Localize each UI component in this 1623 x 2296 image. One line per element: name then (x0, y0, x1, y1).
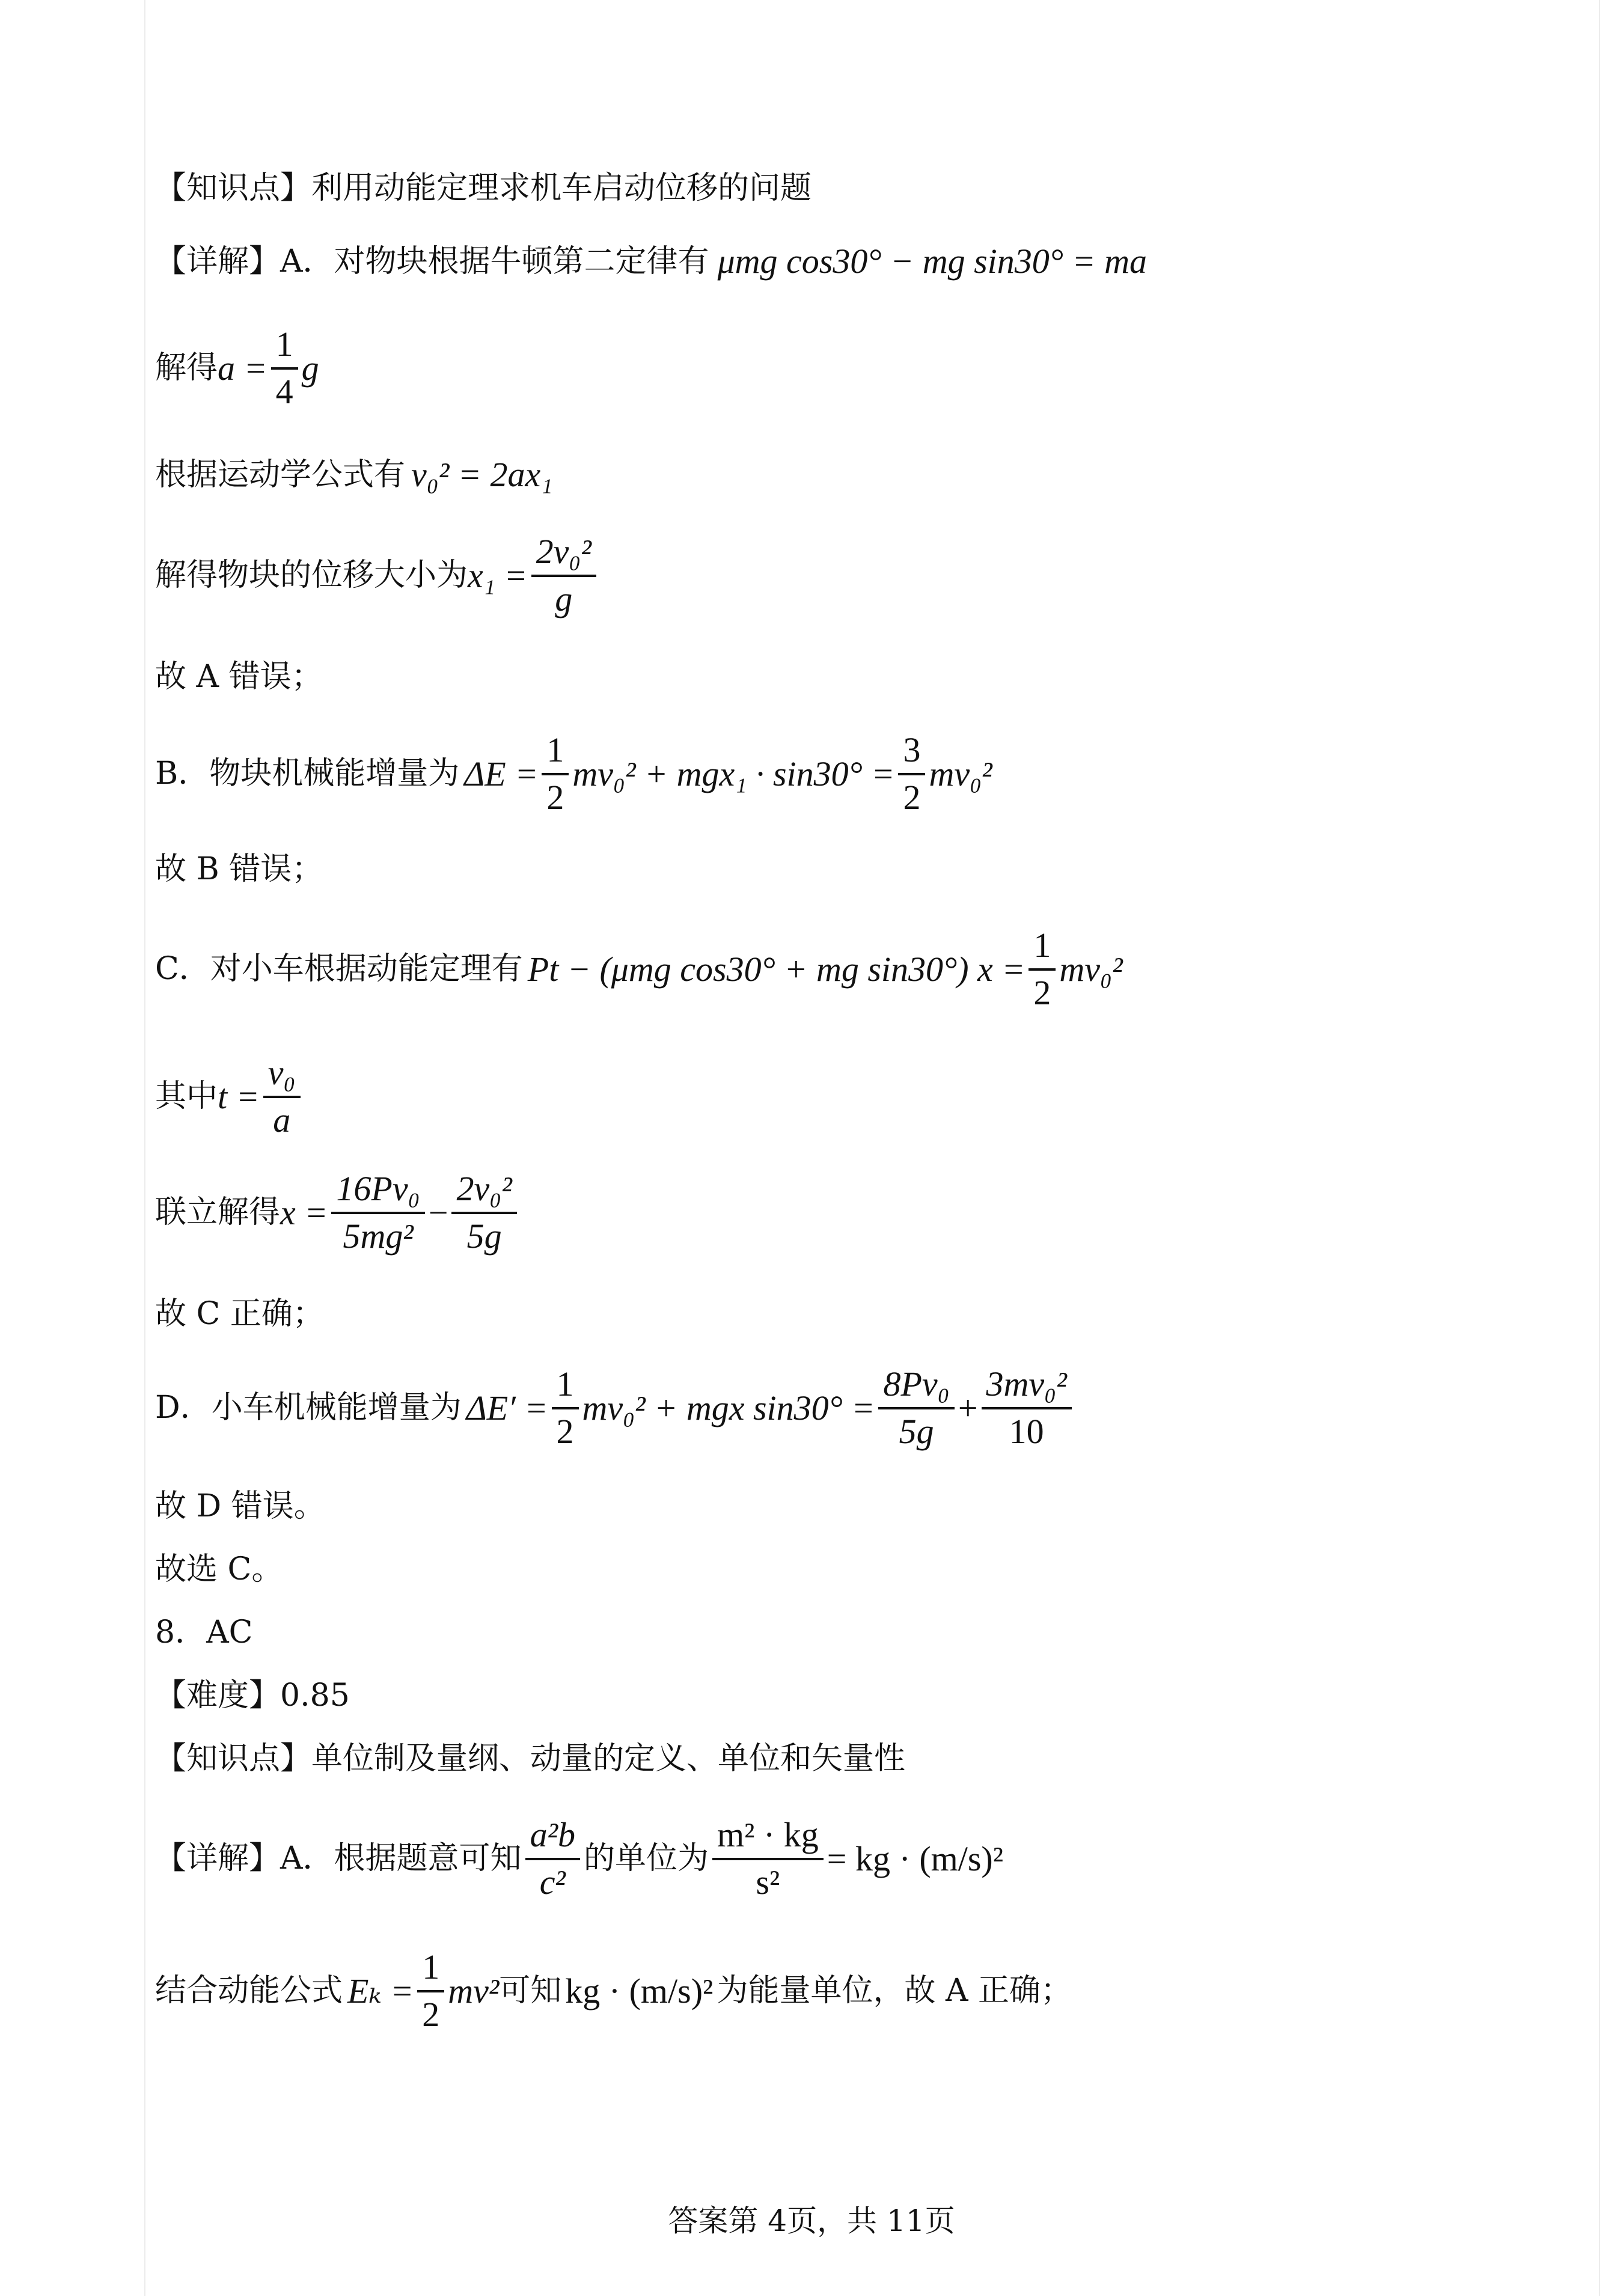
kinetic-energy-line (155, 1947, 1515, 2035)
option-c-eq-part1: Pt − (μmg cos30° + mg sin30°) x = (527, 949, 1025, 989)
fraction-denominator: 2 (1033, 972, 1051, 1012)
kinematics-text: 根据运动学公式有 (155, 456, 406, 493)
kinetic-energy-know-text: 可知 (499, 1973, 562, 2009)
conclusion-a-line (155, 658, 1515, 695)
fraction-numerator: 2v₀² (531, 532, 596, 577)
displacement-fraction (531, 532, 596, 619)
detail-8a-fraction-dimension (525, 1815, 580, 1902)
conclusion-d-text: 故 D 错误。 (155, 1488, 325, 1524)
fraction-denominator: g (555, 579, 573, 618)
detail-8a-equation: = kg · (m/s)² (827, 1839, 1004, 1878)
where-line (155, 1053, 1515, 1140)
fraction-denominator: a (273, 1100, 291, 1140)
kinetic-energy-fraction (417, 1947, 444, 2035)
option-d-plus: + (958, 1388, 978, 1427)
knowledge-point-line (155, 169, 1515, 207)
option-c-text: C．对小车根据动能定理有 (155, 951, 523, 988)
where-text: 其中 (155, 1078, 218, 1115)
knowledge-point-text: 【知识点】利用动能定理求机车启动位移的问题 (155, 170, 812, 206)
acceleration-lhs: a = (218, 348, 267, 388)
conclusion-a-text: 故 A 错误； (155, 659, 323, 695)
fraction-denominator: 10 (1009, 1411, 1044, 1451)
option-d-fraction-half (552, 1364, 579, 1452)
difficulty-text: 【难度】0.85 (155, 1678, 350, 1714)
fraction-numerator: 1 (271, 325, 298, 370)
fraction-numerator: 1 (1029, 926, 1056, 971)
fraction-denominator: 2 (556, 1411, 574, 1451)
conclusion-c-text: 故 C 正确； (155, 1296, 324, 1332)
joint-minus: − (428, 1192, 448, 1232)
fraction-numerator: 1 (552, 1364, 579, 1409)
detail-8a-text: 【详解】A．根据题意可知 (155, 1840, 522, 1877)
fraction-numerator: 8Pv₀ (878, 1364, 954, 1409)
detail-8a-fraction-units (712, 1815, 824, 1902)
option-b-line (155, 730, 1515, 817)
joint-fraction-one (331, 1169, 424, 1256)
question-8-answer-line (155, 1614, 1515, 1651)
option-d-text: D．小车机械能增量为 (155, 1390, 462, 1426)
fraction-denominator: 5g (466, 1216, 502, 1256)
option-b-text: B．物块机械能增量为 (155, 756, 460, 792)
option-b-eq-part2: mv₀² + mgx₁ · sin30° = (572, 754, 895, 793)
detail-8a-unit-text: 的单位为 (583, 1840, 709, 1877)
option-c-eq-part2: mv₀² (1059, 949, 1123, 989)
fraction-numerator: 1 (417, 1947, 444, 1992)
fraction-numerator: v₀ (263, 1053, 301, 1098)
where-lhs: t = (218, 1076, 260, 1116)
fraction-denominator: 2 (546, 777, 564, 817)
difficulty-line (155, 1677, 1515, 1714)
page-footer: 答案第 4页，共 11页 (668, 2203, 955, 2238)
displacement-lhs: x₁ = (468, 555, 528, 595)
fraction-denominator: 5mg² (343, 1216, 414, 1256)
option-b-eq-part1: ΔE = (464, 754, 539, 793)
left-scan-edge (144, 0, 145, 2296)
option-b-fraction-half (542, 730, 569, 817)
detail-a-text: 【详解】A．对物块根据牛顿第二定律有 (155, 243, 709, 279)
joint-solve-text: 联立解得 (155, 1194, 281, 1231)
option-d-line (155, 1364, 1515, 1452)
fraction-numerator: 3 (898, 730, 925, 775)
conclusion-c-line (155, 1295, 1515, 1333)
conclusion-b-line (155, 850, 1515, 888)
fraction-denominator: 4 (275, 371, 293, 411)
fraction-denominator: c² (539, 1862, 566, 1902)
kinetic-energy-unit: kg · (m/s)² (565, 1971, 714, 2011)
conclusion-b-text: 故 B 错误； (155, 851, 323, 887)
knowledge-point-2-line (155, 1740, 1515, 1777)
fraction-numerator: 1 (542, 730, 569, 775)
solve-acceleration-text: 解得 (155, 350, 218, 386)
option-b-fraction-three-halves (898, 730, 925, 817)
fraction-denominator: 2 (903, 777, 921, 817)
option-d-fraction-kinetic (982, 1364, 1072, 1452)
fraction-denominator: 2 (422, 1994, 440, 2034)
fraction-numerator: m² · kg (712, 1815, 824, 1860)
fraction-denominator: s² (756, 1862, 780, 1902)
newton-second-law-equation: μmg cos30° − mg sin30° = ma (717, 242, 1147, 281)
fraction-numerator: a²b (525, 1815, 580, 1860)
joint-solve-line (155, 1169, 1515, 1256)
kinetic-energy-lhs: Eₖ = (347, 1971, 414, 2011)
option-c-fraction-half (1029, 926, 1056, 1013)
fraction-numerator: 2v₀² (451, 1169, 516, 1214)
knowledge-point-2-text: 【知识点】单位制及量纲、动量的定义、单位和矢量性 (155, 1741, 906, 1777)
conclusion-d-line (155, 1488, 1515, 1525)
detail-a-line (155, 240, 1515, 282)
kinematics-equation: v₀² = 2ax₁ (411, 455, 553, 494)
kinetic-energy-conclusion: 为能量单位，故 A 正确； (717, 1973, 1072, 2009)
fraction-numerator: 3mv₀² (982, 1364, 1072, 1409)
right-scan-edge (1599, 0, 1600, 2296)
question-8-answer: 8．AC (155, 1614, 253, 1650)
displacement-line (155, 532, 1515, 619)
joint-lhs: x = (280, 1192, 328, 1232)
detail-8a-line (155, 1815, 1515, 1902)
fraction-denominator: 5g (899, 1411, 934, 1451)
option-d-eq-part2: mv₀² + mgx sin30° = (582, 1388, 875, 1427)
kinematics-line (155, 454, 1515, 496)
displacement-text: 解得物块的位移大小为 (155, 557, 468, 594)
kinetic-energy-rhs: mv² (448, 1971, 500, 2011)
time-fraction (263, 1053, 301, 1140)
option-b-eq-part3: mv₀² (929, 754, 992, 793)
option-c-line (155, 926, 1515, 1013)
acceleration-tail: g (301, 348, 319, 388)
choose-c-line (155, 1551, 1515, 1588)
fraction-numerator: 16Pv₀ (331, 1169, 424, 1214)
choose-c-text: 故选 C。 (155, 1551, 283, 1587)
option-d-fraction-power (878, 1364, 954, 1452)
joint-fraction-two (451, 1169, 516, 1256)
kinetic-energy-text: 结合动能公式 (155, 1973, 343, 2009)
acceleration-fraction (271, 325, 298, 412)
solve-acceleration-line (155, 325, 1515, 412)
option-d-eq-part1: ΔE′ = (466, 1388, 548, 1427)
